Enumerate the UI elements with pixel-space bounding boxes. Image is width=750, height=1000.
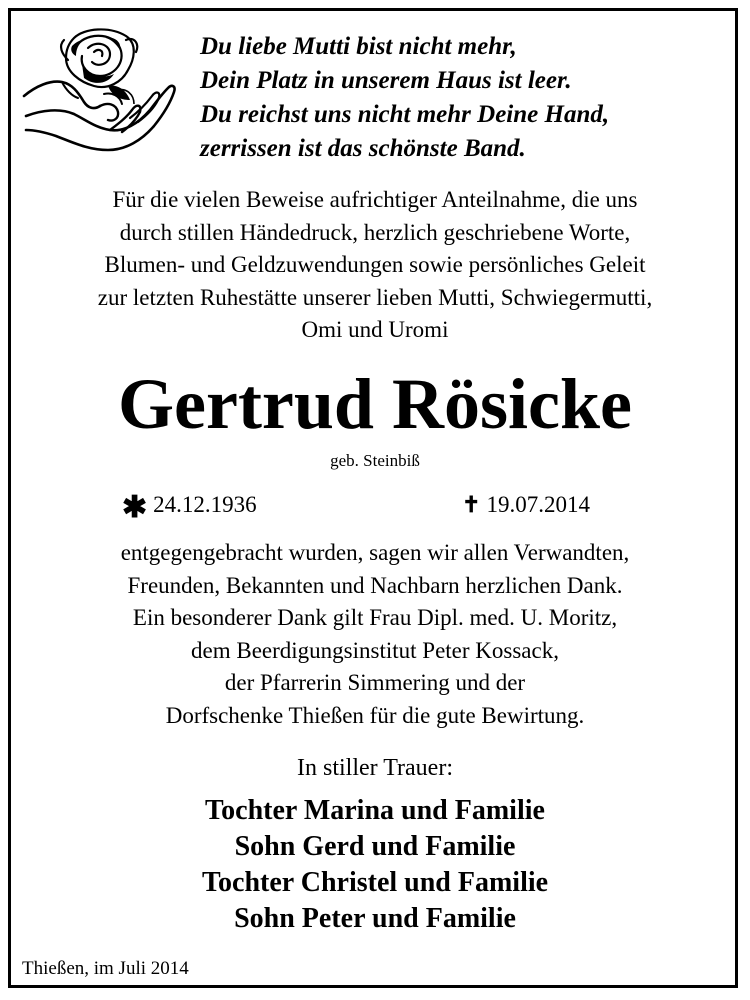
birth-date-value: 24.12.1936 [153, 492, 257, 517]
poem-line: Du reichst uns nicht mehr Deine Hand, [200, 101, 610, 128]
thanks-text [20, 537, 730, 732]
birth-star-icon: ✱ [122, 491, 148, 524]
intro-line: zur letzten Ruhestätte unserer lieben Mutti, Schwiegermutti, [97, 284, 653, 310]
birth-date [122, 490, 257, 523]
mourning-label: In stiller Trauer: [297, 755, 453, 781]
thanks-line: der Pfarrerin Simmering und der [224, 670, 526, 695]
mourner-family: Tochter Christel und Familie [201, 867, 549, 898]
intro-line: Blumen- und Geldzuwendungen sowie persönliches Geleit [104, 252, 646, 277]
death-date [462, 490, 590, 520]
intro-line: Für die vielen Beweise aufrichtiger Anteilnahme, die uns [112, 187, 638, 212]
mourner-family: Tochter Marina und Familie [205, 795, 545, 826]
mourner-family: Sohn Gerd und Familie [234, 831, 516, 862]
poem-line: zerrissen ist das schönste Band. [200, 135, 526, 162]
poem [200, 30, 720, 166]
mourner-family: Sohn Peter und Familie [234, 903, 516, 934]
thanks-line: Freunden, Bekannten und Nachbarn herzlichen Dank. [127, 572, 623, 598]
deceased-name: Gertrud Rösicke [118, 364, 632, 444]
thanks-line: entgegengebracht wurden, sagen wir allen Verwandten, [120, 540, 630, 565]
mourners-list [0, 793, 750, 937]
death-cross-icon: ✝ [462, 492, 481, 517]
thanks-line: Dorfschenke Thießen für die gute Bewirtung. [165, 702, 585, 728]
intro-line: Omi und Uromi [301, 317, 449, 342]
place-and-date: Thießen, im Juli 2014 [22, 958, 189, 979]
thanks-line: Ein besonderer Dank gilt Frau Dipl. med. U. Moritz, [132, 605, 618, 630]
intro-line: durch stillen Händedruck, herzlich geschriebene Worte, [119, 219, 631, 245]
poem-line: Dein Platz in unserem Haus ist leer. [200, 67, 572, 94]
intro-text [20, 184, 730, 347]
birth-name: geb. Steinbiß [330, 451, 420, 470]
rose-in-hands-icon [22, 24, 182, 159]
death-date-value: 19.07.2014 [486, 492, 590, 517]
thanks-line: dem Beerdigungsinstitut Peter Kossack, [191, 637, 559, 663]
poem-line: Du liebe Mutti bist nicht mehr, [200, 33, 517, 60]
